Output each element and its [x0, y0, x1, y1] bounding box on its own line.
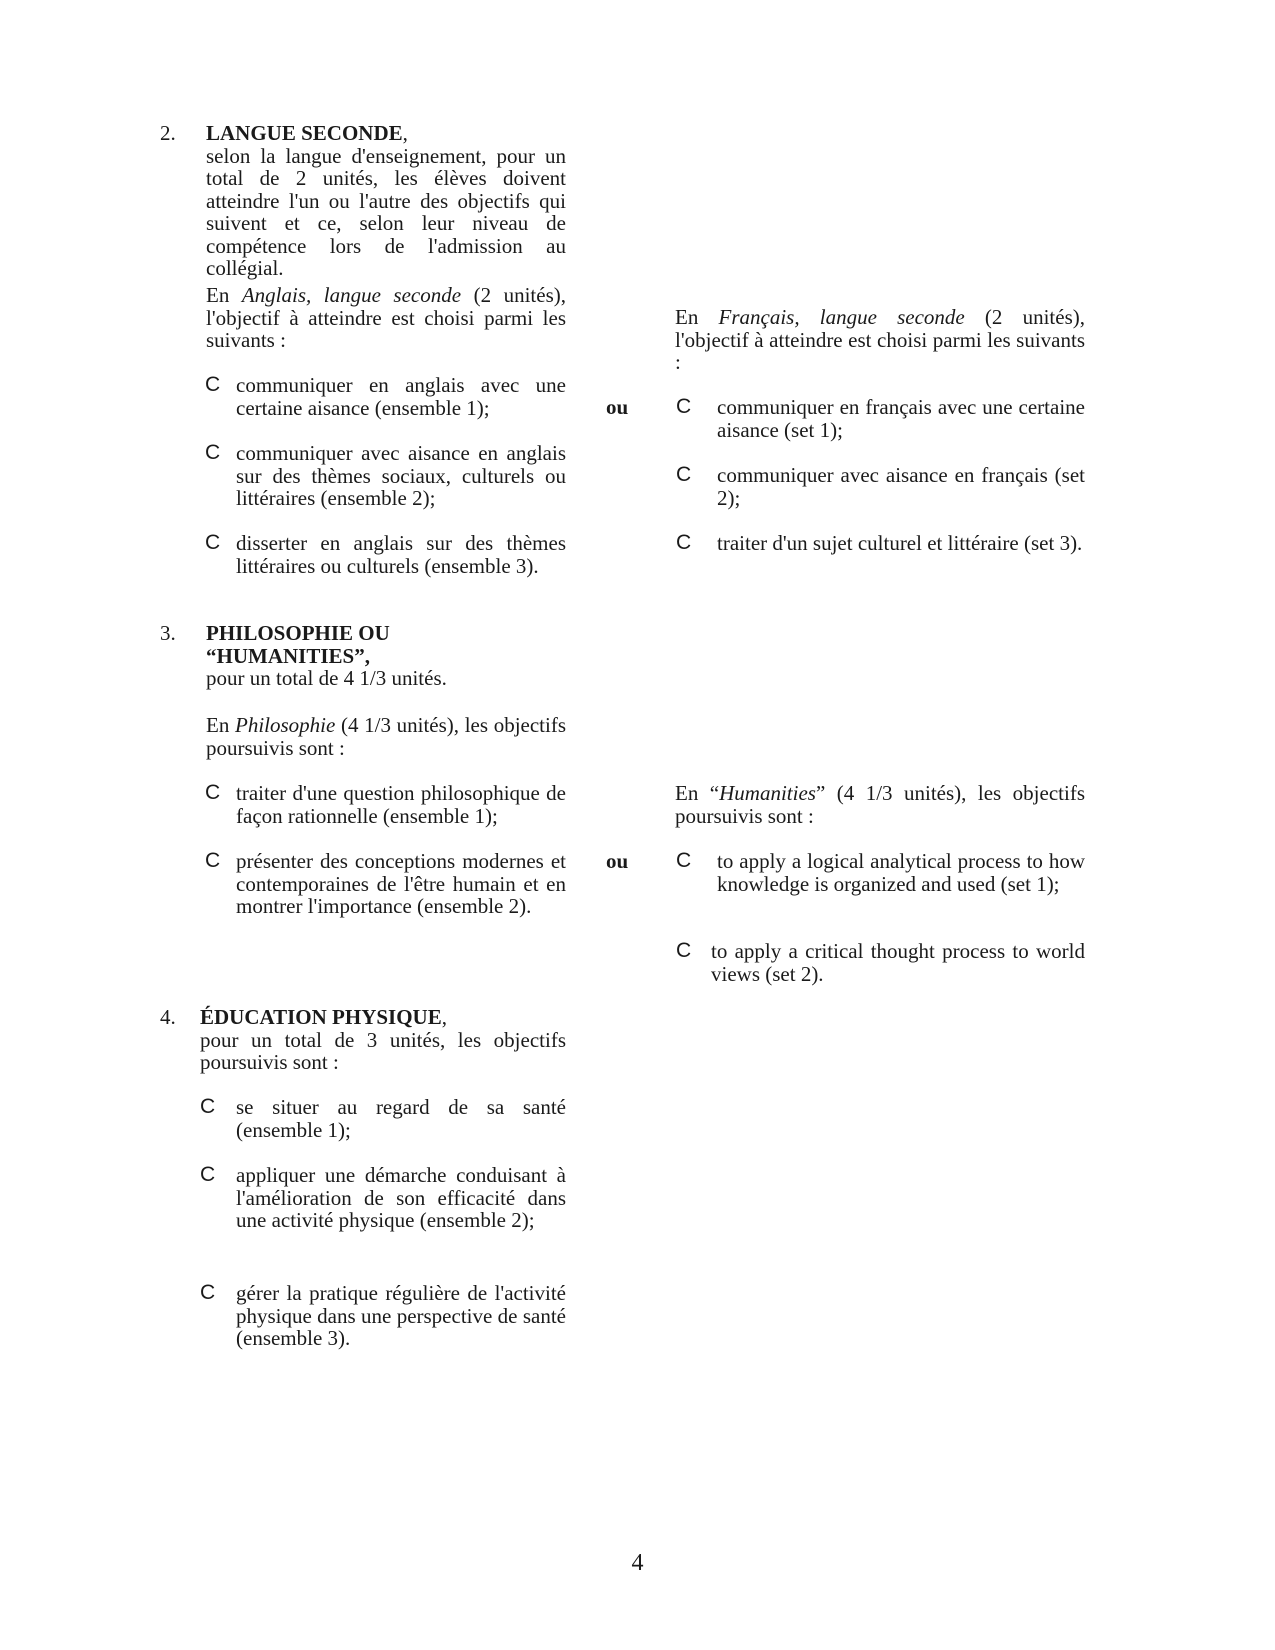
bullet-icon: C [676, 463, 692, 486]
bullet-icon: C [200, 1281, 216, 1304]
bullet-icon: C [205, 531, 221, 554]
or-connector: ou [606, 849, 629, 873]
list-item: présenter des conceptions modernes et contemporaines de l'être humain et en montrer l'importance (ensemble 2). [236, 849, 566, 918]
list-item: gérer la pratique régulière de l'activité physique dans une perspective de santé (ensemble 3). [236, 1281, 566, 1350]
bullet-icon: C [676, 939, 692, 962]
francais-intro: En Français, langue seconde (2 unités), l'objectif à atteindre est choisi parmi les suivants : [675, 305, 1086, 374]
bullet-icon: C [205, 373, 221, 396]
philosophie-intro: En Philosophie (4 1/3 unités), les objectifs poursuivis sont : [206, 713, 567, 760]
list-item: communiquer avec aisance en français (set 2); [717, 463, 1085, 510]
bullet-icon: C [205, 441, 221, 464]
section-4-number: 4. [160, 1005, 176, 1029]
humanities-intro: En “Humanities” (4 1/3 unités), les objectifs poursuivis sont : [675, 781, 1085, 828]
anglais-intro: En Anglais, langue seconde (2 unités), l'objectif à atteindre est choisi parmi les suivants : [206, 283, 566, 352]
bullet-icon: C [676, 395, 692, 418]
section-4-header: ÉDUCATION PHYSIQUE, pour un total de 3 unités, les objectifs poursuivis sont : [200, 1005, 566, 1074]
section-3-title: PHILOSOPHIE OU [206, 621, 390, 645]
list-item: traiter d'une question philosophique de façon rationnelle (ensemble 1); [236, 781, 566, 828]
list-item: disserter en anglais sur des thèmes littéraires ou culturels (ensemble 3). [236, 531, 566, 578]
page-number: 4 [631, 1550, 644, 1576]
bullet-icon: C [676, 849, 692, 872]
section-2-number: 2. [160, 121, 176, 145]
section-2-header: LANGUE SECONDE, selon la langue d'enseignement, pour un total de 2 unités, les élèves doivent atteindre l'un ou l'autre des objectifs qui suivent et ce, selon leur niveau de compétence lors de l'admission au collégial. [206, 121, 566, 280]
section-3-number: 3. [160, 621, 176, 645]
list-item: traiter d'un sujet culturel et littéraire (set 3). [717, 531, 1083, 555]
bullet-icon: C [200, 1095, 216, 1118]
section-2-intro: selon la langue d'enseignement, pour un total de 2 unités, les élèves doivent atteindre l'un ou l'autre des objectifs qui suivent et ce, selon leur niveau de compétence lors de l'admission au collégial. [206, 143, 566, 280]
or-connector: ou [606, 395, 629, 419]
section-4-title: ÉDUCATION PHYSIQUE [200, 1005, 442, 1029]
list-item: communiquer avec aisance en anglais sur des thèmes sociaux, culturels ou littéraires (ensemble 2); [236, 441, 566, 510]
list-item: se situer au regard de sa santé (ensemble 1); [236, 1095, 566, 1142]
list-item: appliquer une démarche conduisant à l'amélioration de son efficacité dans une activité physique (ensemble 2); [236, 1163, 566, 1232]
bullet-icon: C [205, 849, 221, 872]
bullet-icon: C [676, 531, 692, 554]
list-item: to apply a critical thought process to world views (set 2). [711, 939, 1085, 986]
bullet-icon: C [200, 1163, 216, 1186]
section-3-intro: pour un total de 4 1/3 unités. [206, 666, 447, 690]
list-item: to apply a logical analytical process to how knowledge is organized and used (set 1); [717, 849, 1085, 896]
list-item: communiquer en anglais avec une certaine aisance (ensemble 1); [236, 373, 566, 420]
list-item: communiquer en français avec une certaine aisance (set 1); [717, 395, 1085, 442]
section-2-title: LANGUE SECONDE [206, 121, 403, 145]
section-3-header: PHILOSOPHIE OU “HUMANITIES”, pour un total de 4 1/3 unités. [206, 622, 566, 690]
section-4-intro: pour un total de 3 unités, les objectifs poursuivis sont : [200, 1027, 566, 1074]
bullet-icon: C [205, 781, 221, 804]
